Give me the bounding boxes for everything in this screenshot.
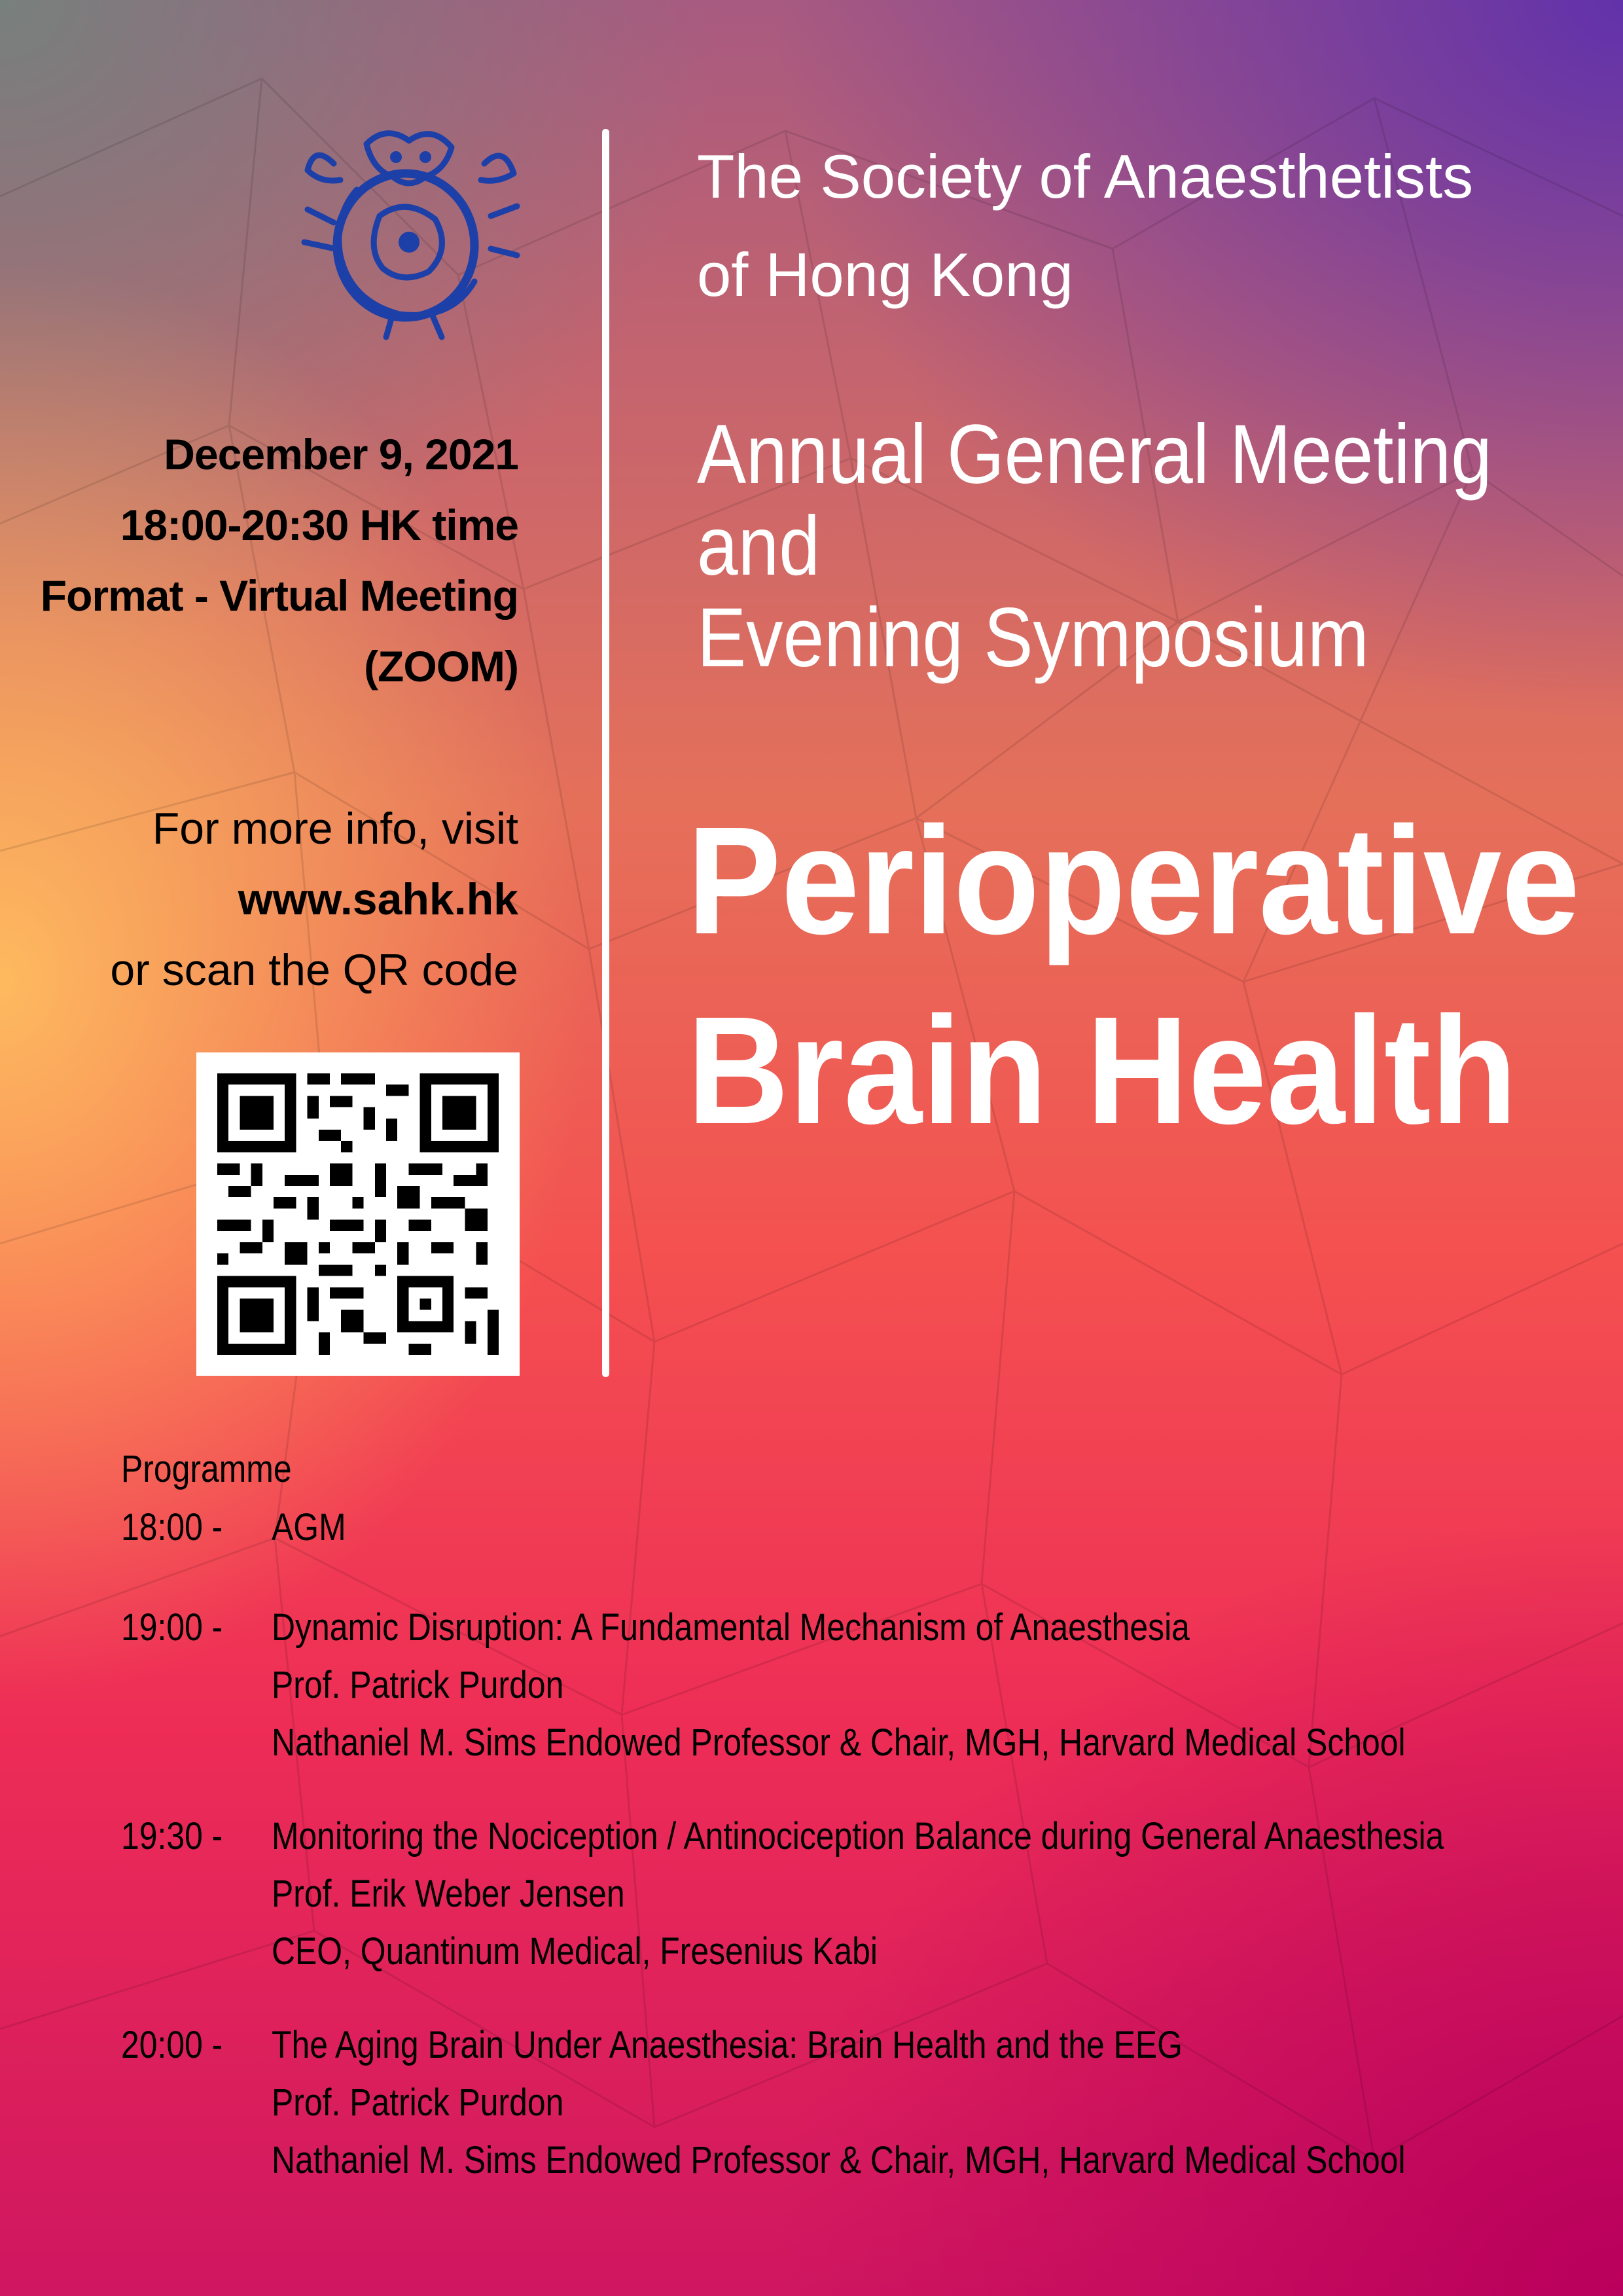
programme-item-time: 20:00 - (121, 2024, 223, 2066)
programme-item (121, 1499, 1613, 1556)
programme-item-title: AGM (272, 1506, 346, 1549)
more-info (0, 793, 518, 1005)
programme-item-speaker: Prof. Erik Weber Jensen (272, 1873, 625, 1915)
society-name-line2: of Hong Kong (697, 240, 1073, 309)
meeting-title-line3: Evening Symposium (697, 591, 1369, 685)
programme-item-time: 18:00 - (121, 1506, 223, 1549)
topic-line1: Perioperative (687, 795, 1580, 966)
meeting-title-line1: Annual General Meeting (697, 408, 1492, 501)
programme-item-speaker: Prof. Patrick Purdon (272, 1664, 564, 1706)
programme-item-title: The Aging Brain Under Anaesthesia: Brain Health and the EEG (272, 2024, 1183, 2066)
programme-item-affiliation: Nathaniel M. Sims Endowed Professor & Chair, MGH, Harvard Medical School (272, 2139, 1406, 2181)
programme-item-affiliation: Nathaniel M. Sims Endowed Professor & Chair, MGH, Harvard Medical School (272, 1721, 1406, 1764)
event-date: December 9, 2021 (164, 430, 518, 478)
programme-item-speaker: Prof. Patrick Purdon (272, 2081, 564, 2124)
society-name (697, 128, 1587, 324)
meeting-title (697, 409, 1587, 684)
qr-instruction: or scan the QR code (110, 945, 518, 995)
event-info-block (0, 419, 518, 1005)
programme-item-affiliation: CEO, Quantinum Medical, Fresenius Kabi (272, 1930, 878, 1973)
programme-item-time: 19:00 - (121, 1606, 223, 1649)
programme-title: Programme (121, 1448, 292, 1490)
meeting-title-line2: and (697, 499, 820, 593)
website-link[interactable]: www.sahk.hk (238, 874, 518, 924)
event-details (0, 419, 518, 702)
programme-item-time: 19:30 - (121, 1815, 223, 1857)
more-info-text: For more info, visit (152, 804, 518, 853)
symposium-topic (687, 785, 1616, 1165)
qr-code[interactable] (196, 1052, 520, 1376)
event-time: 18:00-20:30 HK time (120, 501, 518, 549)
programme-item (121, 1599, 1613, 1772)
programme-item (121, 1808, 1613, 1981)
qr-code-icon (217, 1073, 499, 1355)
programme-item-title: Monitoring the Nociception / Antinociception Balance during General Anaesthesia (272, 1815, 1444, 1857)
society-name-line1: The Society of Anaesthetists (697, 142, 1474, 211)
event-format: Format - Virtual Meeting (40, 571, 518, 620)
programme (121, 1440, 1613, 2189)
programme-item-title: Dynamic Disruption: A Fundamental Mechanism of Anaesthesia (272, 1606, 1190, 1649)
divider-line (602, 129, 609, 1377)
topic-line2: Brain Health (687, 984, 1518, 1156)
programme-item (121, 2017, 1613, 2189)
event-platform: (ZOOM) (364, 642, 518, 691)
dragon-logo-icon (294, 118, 524, 340)
